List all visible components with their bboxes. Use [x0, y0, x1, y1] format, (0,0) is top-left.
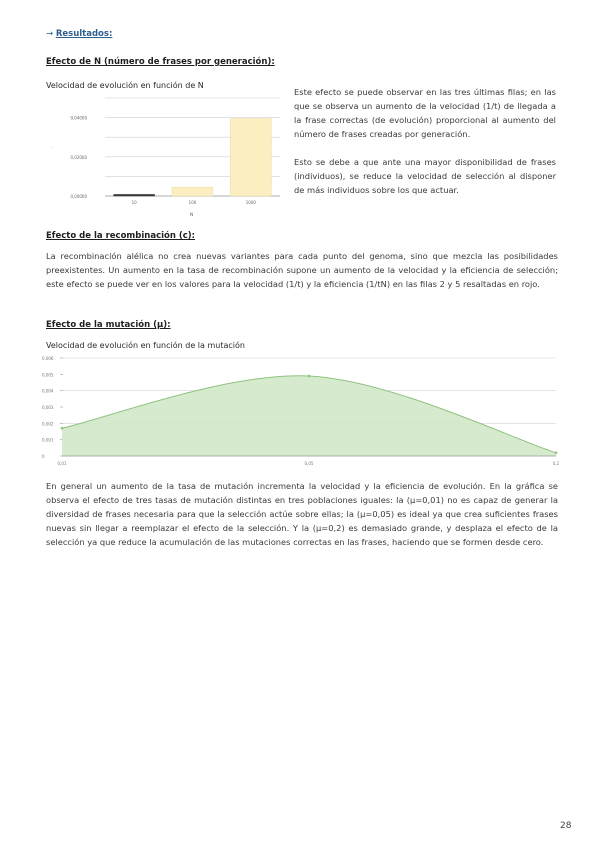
y-tick-label: 0,004 [42, 388, 54, 394]
page-number: 28 [560, 821, 572, 831]
bar-1000 [230, 119, 271, 196]
results-label: Resultados: [55, 29, 113, 39]
section-mu-heading: Efecto de la mutación (µ): [46, 320, 171, 330]
data-point-0,2 [555, 451, 558, 454]
data-point-0,01 [61, 427, 64, 430]
chart-n [40, 92, 285, 220]
data-point-0,05 [308, 375, 311, 378]
arrow-icon: → [46, 29, 54, 39]
area-fill [62, 376, 556, 456]
section-n-heading: Efecto de N (número de frases por generación): [46, 57, 275, 67]
x-tick-label: 1000 [245, 200, 256, 205]
y-tick-label: 0,02000 [70, 154, 87, 160]
y-tick-label: 0,006 [42, 356, 54, 361]
results-header [46, 29, 112, 39]
y-tick-label: 0,001 [42, 437, 54, 443]
x-tick-label: 10 [131, 200, 137, 205]
section-c-heading: Efecto de la recombinación (c): [46, 231, 196, 241]
x-tick-label: 0,01 [57, 461, 67, 466]
section-c-para: La recombinación alélica no crea nuevas variantes para cada punto del genoma, sino que mezcla las posibilidades preexistentes. Un aumento en la tasa de recombinación supone un aumento de la velocidad y la eficiencia de selección; este efecto se puede ver en los valores para la velocidad (1/t) y la eficiencia (1/tN) en las filas 2 y 5 resaltadas en rojo. [46, 251, 558, 289]
y-tick-label: 0,002 [42, 421, 54, 427]
section-n-para2: Esto se debe a que ante una mayor disponibilidad de frases (individuos), se reduce la velocidad de selección al disponer de más individuos sobre los que actuar. [294, 157, 556, 195]
chart-mu [38, 352, 566, 472]
y-tick-label: 0,04000 [70, 115, 87, 121]
x-tick-label: 0,2 [552, 461, 560, 466]
section-mu-para: En general un aumento de la tasa de mutación incrementa la velocidad y la eficiencia de evolución. En la gráfica se observa el efecto de tres tasas de mutación distintas en tres poblaciones iguales: la (µ=0,01) no es capaz de generar la diversidad de frases necesaria para que la selección actúe sobre ellas; la (µ=0,05) es ideal ya que crea suficientes frases nuevas sin llegar a reemplazar el efecto de la selección. Y la (µ=0,2) es demasiado grande, y desplaza el efecto de la selección ya que reduce la acumulación de las mutaciones correctas en las frases, haciendo que se formen desde cero. [46, 481, 558, 547]
y-tick-label: 0 [42, 454, 45, 459]
y-tick-label: 0,00000 [70, 194, 87, 199]
section-n-para1: Este efecto se puede observar en las tres últimas filas; en las que se observa un aumento de la velocidad (1/t) de llegada a la frase correctas (de evolución) proporcional al aumento del número de frases creadas por generación. [294, 87, 556, 139]
x-axis-label: N [189, 213, 194, 218]
y-axis-label: - [51, 145, 53, 150]
y-tick-label: 0,003 [42, 405, 54, 410]
chart-mu-title: Velocidad de evolución en función de la mutación [46, 341, 245, 350]
y-tick-label: 0,005 [42, 372, 54, 378]
bar-100 [172, 187, 213, 196]
x-tick-label: 0,05 [304, 461, 314, 466]
chart-n-title: Velocidad de evolución en función de N [46, 81, 204, 90]
bar-10 [114, 194, 155, 196]
x-tick-label: 100 [188, 200, 197, 205]
